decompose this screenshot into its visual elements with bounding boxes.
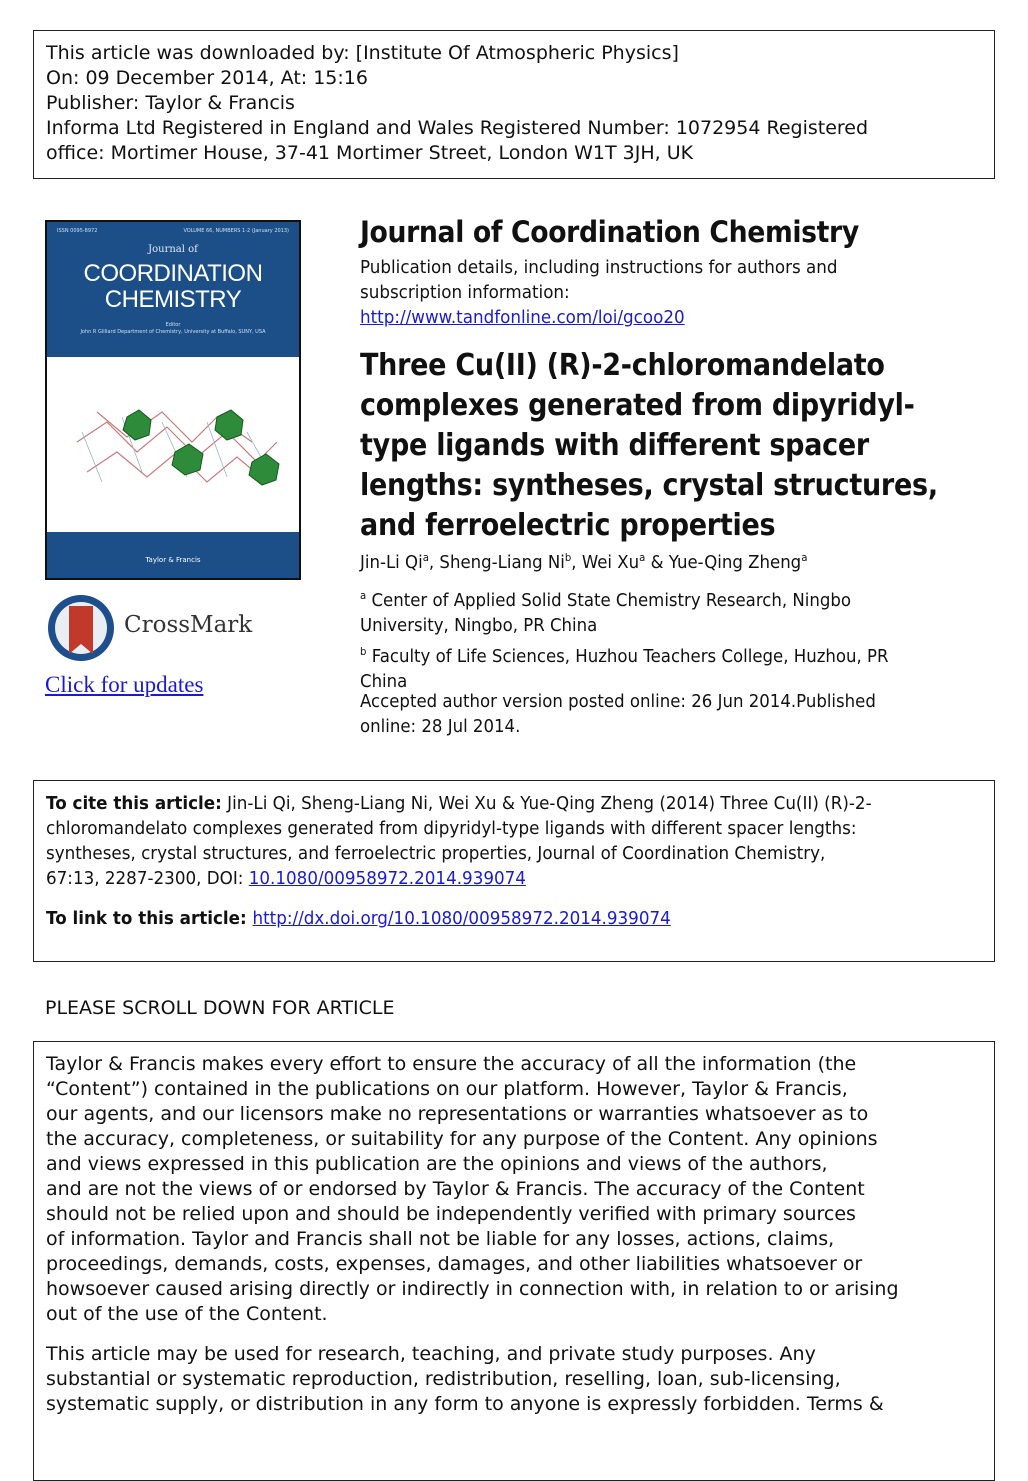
article-title-line: Three Cu(II) (R)-2-chloromandelato (360, 348, 885, 383)
author-affiliation-marker: b (564, 551, 572, 564)
affiliation-text: Center of Applied Solid State Chemistry Research, Ningbo (366, 590, 852, 611)
cover-title-line2: CHEMISTRY (104, 286, 242, 313)
article-title-line: type ligands with different spacer (360, 428, 869, 463)
article-title (360, 346, 1000, 546)
publication-details (360, 255, 918, 330)
crossmark-label: CrossMark (124, 612, 253, 638)
cover-editor-label: Editor (165, 322, 181, 328)
author-separator: , (571, 552, 582, 573)
cite-text: syntheses, crystal structures, and ferroelectric properties, Journal of Coordination Chemistry, (46, 843, 826, 864)
download-line: office: Mortimer House, 37-41 Mortimer Street, London W1T 3JH, UK (46, 142, 694, 164)
cover-editor-name: John R Gilliard Department of Chemistry, University at Buffalo, SUNY, USA (80, 329, 266, 335)
scroll-notice: PLEASE SCROLL DOWN FOR ARTICLE (45, 997, 395, 1019)
cover-editor (47, 322, 299, 336)
journal-cover[interactable] (45, 220, 301, 580)
author-name: Yue-Qing Zheng (668, 552, 802, 573)
dates-line: Accepted author version posted online: 26 Jun 2014.Published (360, 691, 876, 712)
disclaimer-line: proceedings, demands, costs, expenses, damages, and other liabilities whatsoever or (46, 1253, 863, 1275)
details-line: Publication details, including instructions for authors and (360, 257, 838, 278)
cover-volume: VOLUME 66, NUMBERS 1-2 (January 2013) (183, 228, 289, 234)
affiliation-marker: a (360, 589, 367, 602)
disclaimer-line: the accuracy, completeness, or suitability for any purpose of the Content. Any opinions (46, 1128, 878, 1150)
doi-link[interactable]: 10.1080/00958972.2014.939074 (248, 868, 526, 889)
journal-title: Journal of Coordination Chemistry (360, 215, 859, 249)
affiliation-text: University, Ningbo, PR China (360, 615, 598, 636)
molecule-chain (77, 412, 277, 482)
author-affiliation-marker: a (639, 551, 646, 564)
disclaimer-line: should not be relied upon and should be independently verified with primary sources (46, 1203, 856, 1225)
details-line: subscription information: (360, 282, 570, 303)
cite-text: chloromandelato complexes generated from dipyridyl-type ligands with different spacer lengths: (46, 818, 857, 839)
affiliation-marker: b (360, 645, 367, 658)
cover-bottom-band (47, 532, 299, 578)
author-name: Sheng-Liang Ni (439, 552, 565, 573)
article-title-line: lengths: syntheses, crystal structures, (360, 468, 938, 503)
cite-text: Jin-Li Qi, Sheng-Liang Ni, Wei Xu & Yue-Qing Zheng (2014) Three Cu(II) (R)-2- (221, 793, 872, 814)
cover-title-line1: COORDINATION (83, 260, 263, 287)
affiliation-text: China (360, 671, 408, 692)
disclaimer-line: and views expressed in this publication are the opinions and views of the authors, (46, 1153, 828, 1175)
cover-issn: ISSN 0095-8972 (57, 228, 98, 234)
journal-url-link[interactable]: http://www.tandfonline.com/loi/gcoo20 (360, 307, 685, 328)
article-link[interactable]: http://dx.doi.org/10.1080/00958972.2014.939074 (252, 908, 671, 929)
cover-meta (47, 228, 299, 234)
download-info-box (33, 30, 995, 179)
author-name: Wei Xu (581, 552, 640, 573)
link-label: To link to this article: (46, 908, 253, 929)
affiliation-text: Faculty of Life Sciences, Huzhou Teachers College, Huzhou, PR (366, 646, 889, 667)
citation-box (33, 780, 995, 962)
author-affiliation-marker: a (422, 551, 429, 564)
cite-text: 67:13, 2287-2300, DOI: (46, 868, 249, 889)
cover-crystal-illustration (67, 382, 283, 532)
disclaimer-line: of information. Taylor and Francis shall not be liable for any losses, actions, claims, (46, 1228, 835, 1250)
disclaimer-line: This article may be used for research, teaching, and private study purposes. Any (46, 1343, 816, 1365)
author-separator: & (645, 552, 669, 573)
article-title-line: complexes generated from dipyridyl- (360, 388, 915, 423)
author-list (360, 551, 807, 573)
download-line: Publisher: Taylor & Francis (46, 92, 295, 114)
author-affiliation-marker: a (801, 551, 808, 564)
disclaimer-line: substantial or systematic reproduction, redistribution, reselling, loan, sub-licensing, (46, 1368, 841, 1390)
cover-publisher: Taylor & Francis (145, 556, 201, 564)
affiliation-b (360, 639, 949, 694)
disclaimer-box (33, 1041, 995, 1481)
click-for-updates-link[interactable]: Click for updates (45, 672, 204, 697)
disclaimer-line: out of the use of the Content. (46, 1303, 328, 1325)
disclaimer-line: and are not the views of or endorsed by Taylor & Francis. The accuracy of the Content (46, 1178, 865, 1200)
author-separator: , (428, 552, 440, 573)
cover-journal-of: Journal of (148, 244, 198, 255)
publication-dates (360, 689, 949, 739)
author-name: Jin-Li Qi (360, 552, 423, 573)
article-title-line: and ferroelectric properties (360, 508, 776, 543)
download-line: Informa Ltd Registered in England and Wales Registered Number: 1072954 Registered (46, 117, 869, 139)
disclaimer-line: howsoever caused arising directly or indirectly in connection with, in relation to or arising (46, 1278, 899, 1300)
affiliation-a (360, 583, 949, 638)
download-line: On: 09 December 2014, At: 15:16 (46, 67, 368, 89)
cite-label: To cite this article: (46, 793, 222, 814)
disclaimer-line: systematic supply, or distribution in any form to anyone is expressly forbidden. Terms & (46, 1393, 884, 1415)
disclaimer-line: Taylor & Francis makes every effort to ensure the accuracy of all the information (the (46, 1053, 857, 1075)
download-line: This article was downloaded by: [Institute Of Atmospheric Physics] (46, 42, 679, 64)
disclaimer-line: “Content”) contained in the publications on our platform. However, Taylor & Francis, (46, 1078, 848, 1100)
disclaimer-line: our agents, and our licensors make no representations or warranties whatsoever as to (46, 1103, 869, 1125)
dates-line: online: 28 Jul 2014. (360, 716, 521, 737)
